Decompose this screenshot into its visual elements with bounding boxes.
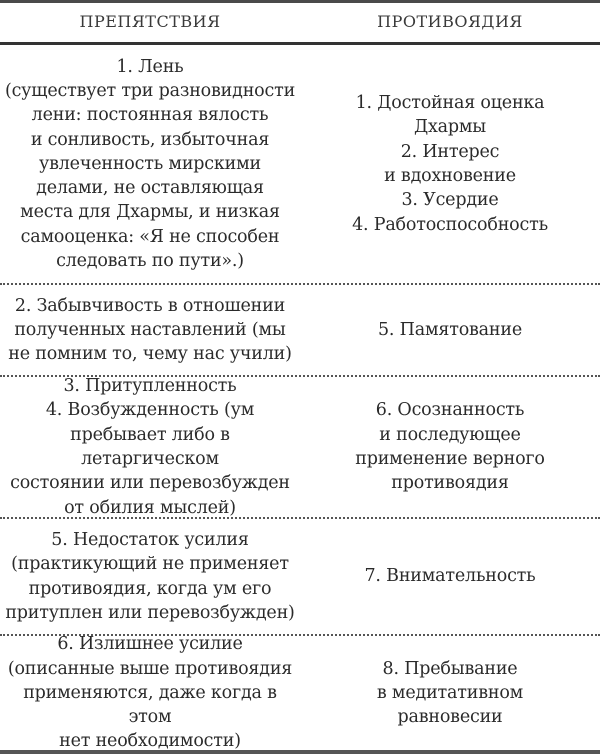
table-row	[0, 45, 600, 285]
antidote-cell: 1. Достойная оценка Дхармы 2. Интерес и вдохновение 3. Усердие 4. Работоспособность	[352, 93, 548, 235]
obstacle-cell: 3. Притупленность 4. Возбужденность (ум пребывает либо в летаргическом состоянии или перевозбужден от обилия мыслей)	[10, 376, 290, 518]
header-antidotes: ПРОТИВОЯДИЯ	[377, 12, 523, 32]
table-row	[0, 377, 600, 519]
antidote-cell: 6. Осознанность и последующее применение верного противоядия	[355, 400, 545, 494]
table-header	[0, 3, 600, 45]
antidote-cell: 8. Пребывание в медитативном равновесии	[376, 658, 524, 728]
table-row	[0, 285, 600, 377]
antidote-cell: 5. Памятование	[378, 319, 522, 340]
obstacle-cell: 1. Лень (существует три разновидности лени: постоянная вялость и сонливость, избыточная увлеченность мирскими делами, не оставляющая места для Дхармы, и низкая самооценка: «Я не способен следовать по пути».)	[4, 56, 296, 272]
obstacle-cell: 2. Забывчивость в отношении полученных наставлений (мы не помним то, чему нас учили)	[8, 295, 292, 365]
antidote-cell: 7. Внимательность	[364, 566, 536, 587]
table-row	[0, 636, 600, 754]
table-row	[0, 519, 600, 636]
obstacle-cell: 5. Недостаток усилия (практикующий не применяет противоядия, когда ум его притуплен или перевозбужден)	[5, 529, 295, 623]
obstacle-cell: 6. Излишнее усилие (описанные выше противоядия применяются, даже когда в этом нет необходимости)	[7, 634, 293, 752]
header-obstacles: ПРЕПЯТСТВИЯ	[79, 12, 221, 32]
